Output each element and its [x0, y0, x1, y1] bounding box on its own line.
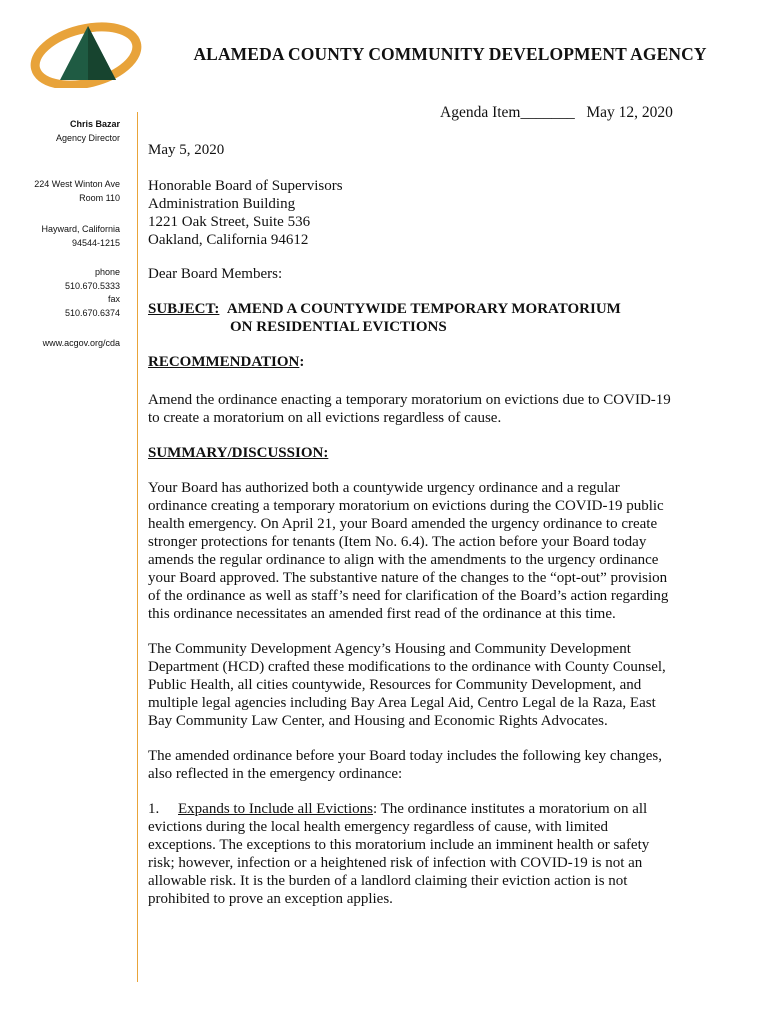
letter-date: May 5, 2020 [148, 142, 225, 158]
salutation: Dear Board Members: [148, 266, 283, 282]
address-line-2: Room 110 [79, 193, 120, 203]
summary-paragraph-1: Your Board has authorized both a countywide urgency ordinance and a regular ordinance creating a temporary moratorium on evictions during the COVID-19 public health emergency. On April 21, your Board amended the urgency ordinance to create stronger protections for tenants (Item No. 6.4). The action before your Board today amends the regular ordinance to align with the amendments to the urgency ordinance your Board approved. The substantive nature of the changes to the “opt-out” provision of the ordinance as well as staff’s need for clarification of the Board’s action regarding this ordinance necessitates an amended first read of the ordinance at this time. [148, 480, 669, 622]
list-item-text: : The ordinance institutes a moratorium on all evictions during the local health emergency regardless of cause, with limited exceptions. The exceptions to this moratorium include an imminent health or safety risk; however, infection or a heightened risk of infection with COVID-19 is not an allowable risk. It is the burden of a landlord claiming their eviction action is not prohibited to prove an exception applies. [148, 801, 650, 907]
summary-paragraph-3: The amended ordinance before your Board today includes the following key changes, also reflected in the emergency ordinance: [148, 748, 662, 782]
address-line-1: 224 West Winton Ave [34, 179, 120, 189]
recipient-line: Oakland, California 94612 [148, 232, 309, 248]
recipient-line: Administration Building [148, 196, 296, 212]
address-city: Hayward, California [41, 224, 120, 234]
fax-label: fax [107, 294, 120, 304]
website-link[interactable]: www.acgov.org/cda [42, 338, 120, 348]
recipient-line: 1221 Oak Street, Suite 536 [148, 214, 311, 230]
phone-number: 510.670.5333 [64, 281, 120, 291]
subject-block [148, 300, 621, 336]
recommendation-colon: : [299, 354, 305, 370]
address-zip: 94544-1215 [71, 238, 120, 248]
sidebar-divider [137, 112, 138, 982]
agency-logo [30, 20, 148, 88]
recommendation-text: Amend the ordinance enacting a temporary moratorium on evictions due to COVID-19 to create a moratorium on all evictions regardless of cause. [148, 392, 671, 426]
agency-title: ALAMEDA COUNTY COMMUNITY DEVELOPMENT AGENCY [193, 44, 707, 64]
recommendation-heading-row [148, 353, 678, 371]
list-item-title: Expands to Include all Evictions [178, 801, 373, 817]
list-item [148, 800, 678, 908]
summary-heading: SUMMARY/DISCUSSION: [148, 445, 329, 461]
director-role: Agency Director [55, 133, 120, 143]
logo-mark-icon [30, 20, 148, 88]
recipient-line: Honorable Board of Supervisors [148, 178, 343, 194]
summary-paragraph-2: The Community Development Agency’s Housing and Community Development Department (HCD) crafted these modifications to the ordinance with County Counsel, Public Health, all cities countywide, Resources for Community Development, and multiple legal agencies including Bay Area Legal Aid, Centro Legal de la Raza, East Bay Community Law Center, and Housing and Economic Rights Advocates. [148, 641, 666, 729]
recipient-address [148, 177, 678, 249]
fax-number: 510.670.6374 [64, 308, 120, 318]
phone-label: phone [94, 267, 120, 277]
list-item-number: 1. [148, 801, 160, 817]
subject-line-1: AMEND A COUNTYWIDE TEMPORARY MORATORIUM [226, 301, 621, 317]
subject-line-2: ON RESIDENTIAL EVICTIONS [230, 319, 447, 335]
director-name: Chris Bazar [69, 119, 120, 129]
recommendation-heading: RECOMMENDATION [148, 354, 300, 370]
subject-label: SUBJECT: [148, 301, 220, 317]
agenda-line: Agenda Item_______ May 12, 2020 [440, 104, 673, 121]
